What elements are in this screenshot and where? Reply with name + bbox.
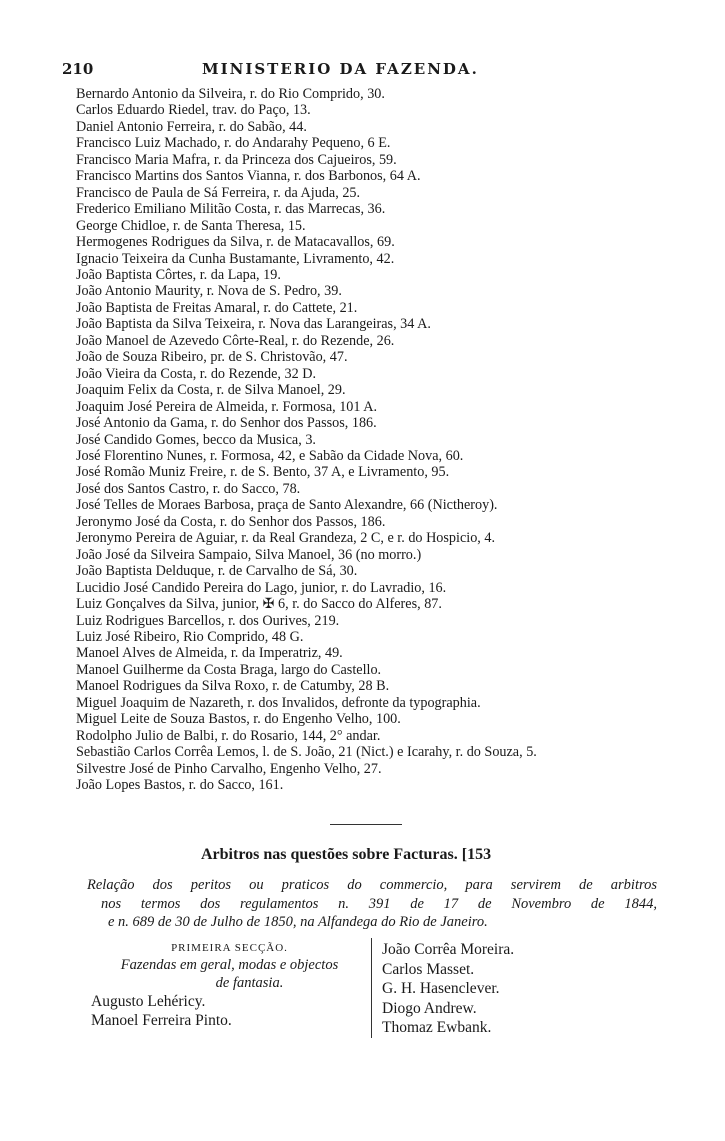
list-item: Ignacio Teixeira da Cunha Bustamante, Livramento, 42. [76, 250, 395, 267]
list-item: Carlos Eduardo Riedel, trav. do Paço, 13. [76, 102, 311, 119]
list-item: José Antonio da Gama, r. do Senhor dos Passos, 186. [76, 415, 377, 432]
list-item: João Baptista de Freitas Amaral, r. do Cattete, 21. [76, 299, 358, 316]
list-item: José Romão Muniz Freire, r. de S. Bento, 37 A, e Livramento, 95. [76, 464, 450, 481]
page-title: MINISTERIO DA FAZENDA. [202, 60, 479, 78]
list-item: Manoel Guilherme da Costa Braga, largo do Castello. [76, 661, 382, 678]
list-item: Luiz Gonçalves da Silva, junior, ✠ 6, r. do Sacco do Alferes, 87. [76, 596, 442, 613]
list-item: Manoel Alves de Almeida, r. da Imperatriz, 49. [76, 645, 343, 662]
section-label: PRIMEIRA SECÇÃO. [171, 942, 288, 954]
arbitro-name: G. H. Hasenclever. [382, 980, 500, 997]
address-list [76, 86, 676, 793]
relacao-line: nos termos dos regulamentos n. 391 de 17 de Novembro de 1844, [101, 895, 657, 912]
arbitros-left-column [91, 940, 368, 1030]
list-item: Francisco Martins dos Santos Vianna, r. dos Barbonos, 64 A. [76, 168, 421, 185]
relacao-paragraph [87, 876, 657, 932]
list-item: Bernardo Antonio da Silveira, r. do Rio Comprido, 30. [76, 86, 385, 102]
list-item: Luiz Rodrigues Barcellos, r. dos Ourives, 219. [76, 612, 340, 629]
relacao-line: Relação dos peritos ou praticos do commercio, para servirem de arbitros [87, 877, 657, 893]
list-item: João Antonio Maurity, r. Nova de S. Pedro, 39. [76, 283, 342, 300]
column-divider [371, 938, 372, 1038]
list-item: Miguel Joaquim de Nazareth, r. dos Invalidos, defronte da typographia. [76, 694, 481, 711]
list-item: João Baptista Delduque, r. de Carvalho de Sá, 30. [76, 563, 358, 580]
arbitro-name: Carlos Masset. [382, 960, 475, 978]
list-item: João Manoel de Azevedo Côrte-Real, r. do Rezende, 26. [76, 332, 395, 349]
list-item: Jeronymo José da Costa, r. do Senhor dos Passos, 186. [76, 513, 386, 530]
list-item: Frederico Emiliano Militão Costa, r. das Marrecas, 36. [76, 201, 386, 218]
section-title: Arbitros nas questões sobre Facturas. [153 [201, 846, 492, 863]
list-item: Francisco de Paula de Sá Ferreira, r. da Ajuda, 25. [76, 184, 361, 201]
arbitros-right-column [382, 940, 642, 1038]
list-item: Joaquim Felix da Costa, r. de Silva Manoel, 29. [76, 382, 346, 399]
category-line: de fantasia. [215, 975, 284, 991]
list-item: Francisco Maria Mafra, r. da Princeza dos Cajueiros, 59. [76, 151, 397, 168]
relacao-line: e n. 689 de 30 de Julho de 1850, na Alfandega do Rio de Janeiro. [108, 914, 488, 930]
list-item: Miguel Leite de Souza Bastos, r. do Engenho Velho, 100. [76, 711, 401, 728]
list-item: João Baptista Côrtes, r. da Lapa, 19. [76, 266, 281, 283]
section-divider [330, 824, 402, 825]
list-item: José dos Santos Castro, r. do Sacco, 78. [76, 480, 301, 497]
list-item: João Baptista da Silva Teixeira, r. Nova das Larangeiras, 34 A. [76, 316, 431, 333]
arbitro-name: Thomaz Ewbank. [382, 1019, 492, 1036]
page-number: 210 [62, 60, 94, 78]
arbitro-name: João Corrêa Moreira. [382, 941, 515, 958]
list-item: José Telles de Moraes Barbosa, praça de Santo Alexandre, 66 (Nictheroy). [76, 497, 498, 514]
list-item: Francisco Luiz Machado, r. do Andarahy Pequeno, 6 E. [76, 135, 391, 152]
list-item: João Vieira da Costa, r. do Rezende, 32 D. [76, 365, 317, 382]
list-item: Joaquim José Pereira de Almeida, r. Formosa, 101 A. [76, 398, 378, 415]
list-item: Jeronymo Pereira de Aguiar, r. da Real Grandeza, 2 C, e r. do Hospicio, 4. [76, 530, 496, 547]
list-item: George Chidloe, r. de Santa Theresa, 15. [76, 217, 306, 234]
list-item: João de Souza Ribeiro, pr. de S. Christovão, 47. [76, 349, 348, 366]
list-item: Silvestre José de Pinho Carvalho, Engenho Velho, 27. [76, 760, 382, 777]
list-item: João José da Silveira Sampaio, Silva Manoel, 36 (no morro.) [76, 546, 422, 563]
list-item: Rodolpho Julio de Balbi, r. do Rosario, 144, 2° andar. [76, 727, 381, 744]
arbitro-name: Diogo Andrew. [382, 999, 477, 1017]
list-item: João Lopes Bastos, r. do Sacco, 161. [76, 777, 284, 794]
list-item: Lucidio José Candido Pereira do Lago, junior, r. do Lavradio, 16. [76, 579, 447, 596]
list-item: José Candido Gomes, becco da Musica, 3. [76, 431, 316, 448]
list-item: José Florentino Nunes, r. Formosa, 42, e Sabão da Cidade Nova, 60. [76, 447, 464, 464]
list-item: Daniel Antonio Ferreira, r. do Sabão, 44. [76, 118, 307, 135]
category-line: Fazendas em geral, modas e objectos [120, 957, 339, 973]
arbitro-name: Augusto Lehéricy. [91, 993, 206, 1010]
list-item: Hermogenes Rodrigues da Silva, r. de Matacavallos, 69. [76, 234, 395, 251]
list-item: Manoel Rodrigues da Silva Roxo, r. de Catumby, 28 B. [76, 678, 390, 695]
list-item: Luiz José Ribeiro, Rio Comprido, 48 G. [76, 628, 304, 645]
arbitro-name: Manoel Ferreira Pinto. [91, 1012, 232, 1029]
list-item: Sebastião Carlos Corrêa Lemos, l. de S. João, 21 (Nict.) e Icarahy, r. do Souza, 5. [76, 744, 537, 761]
page-header [62, 60, 512, 80]
